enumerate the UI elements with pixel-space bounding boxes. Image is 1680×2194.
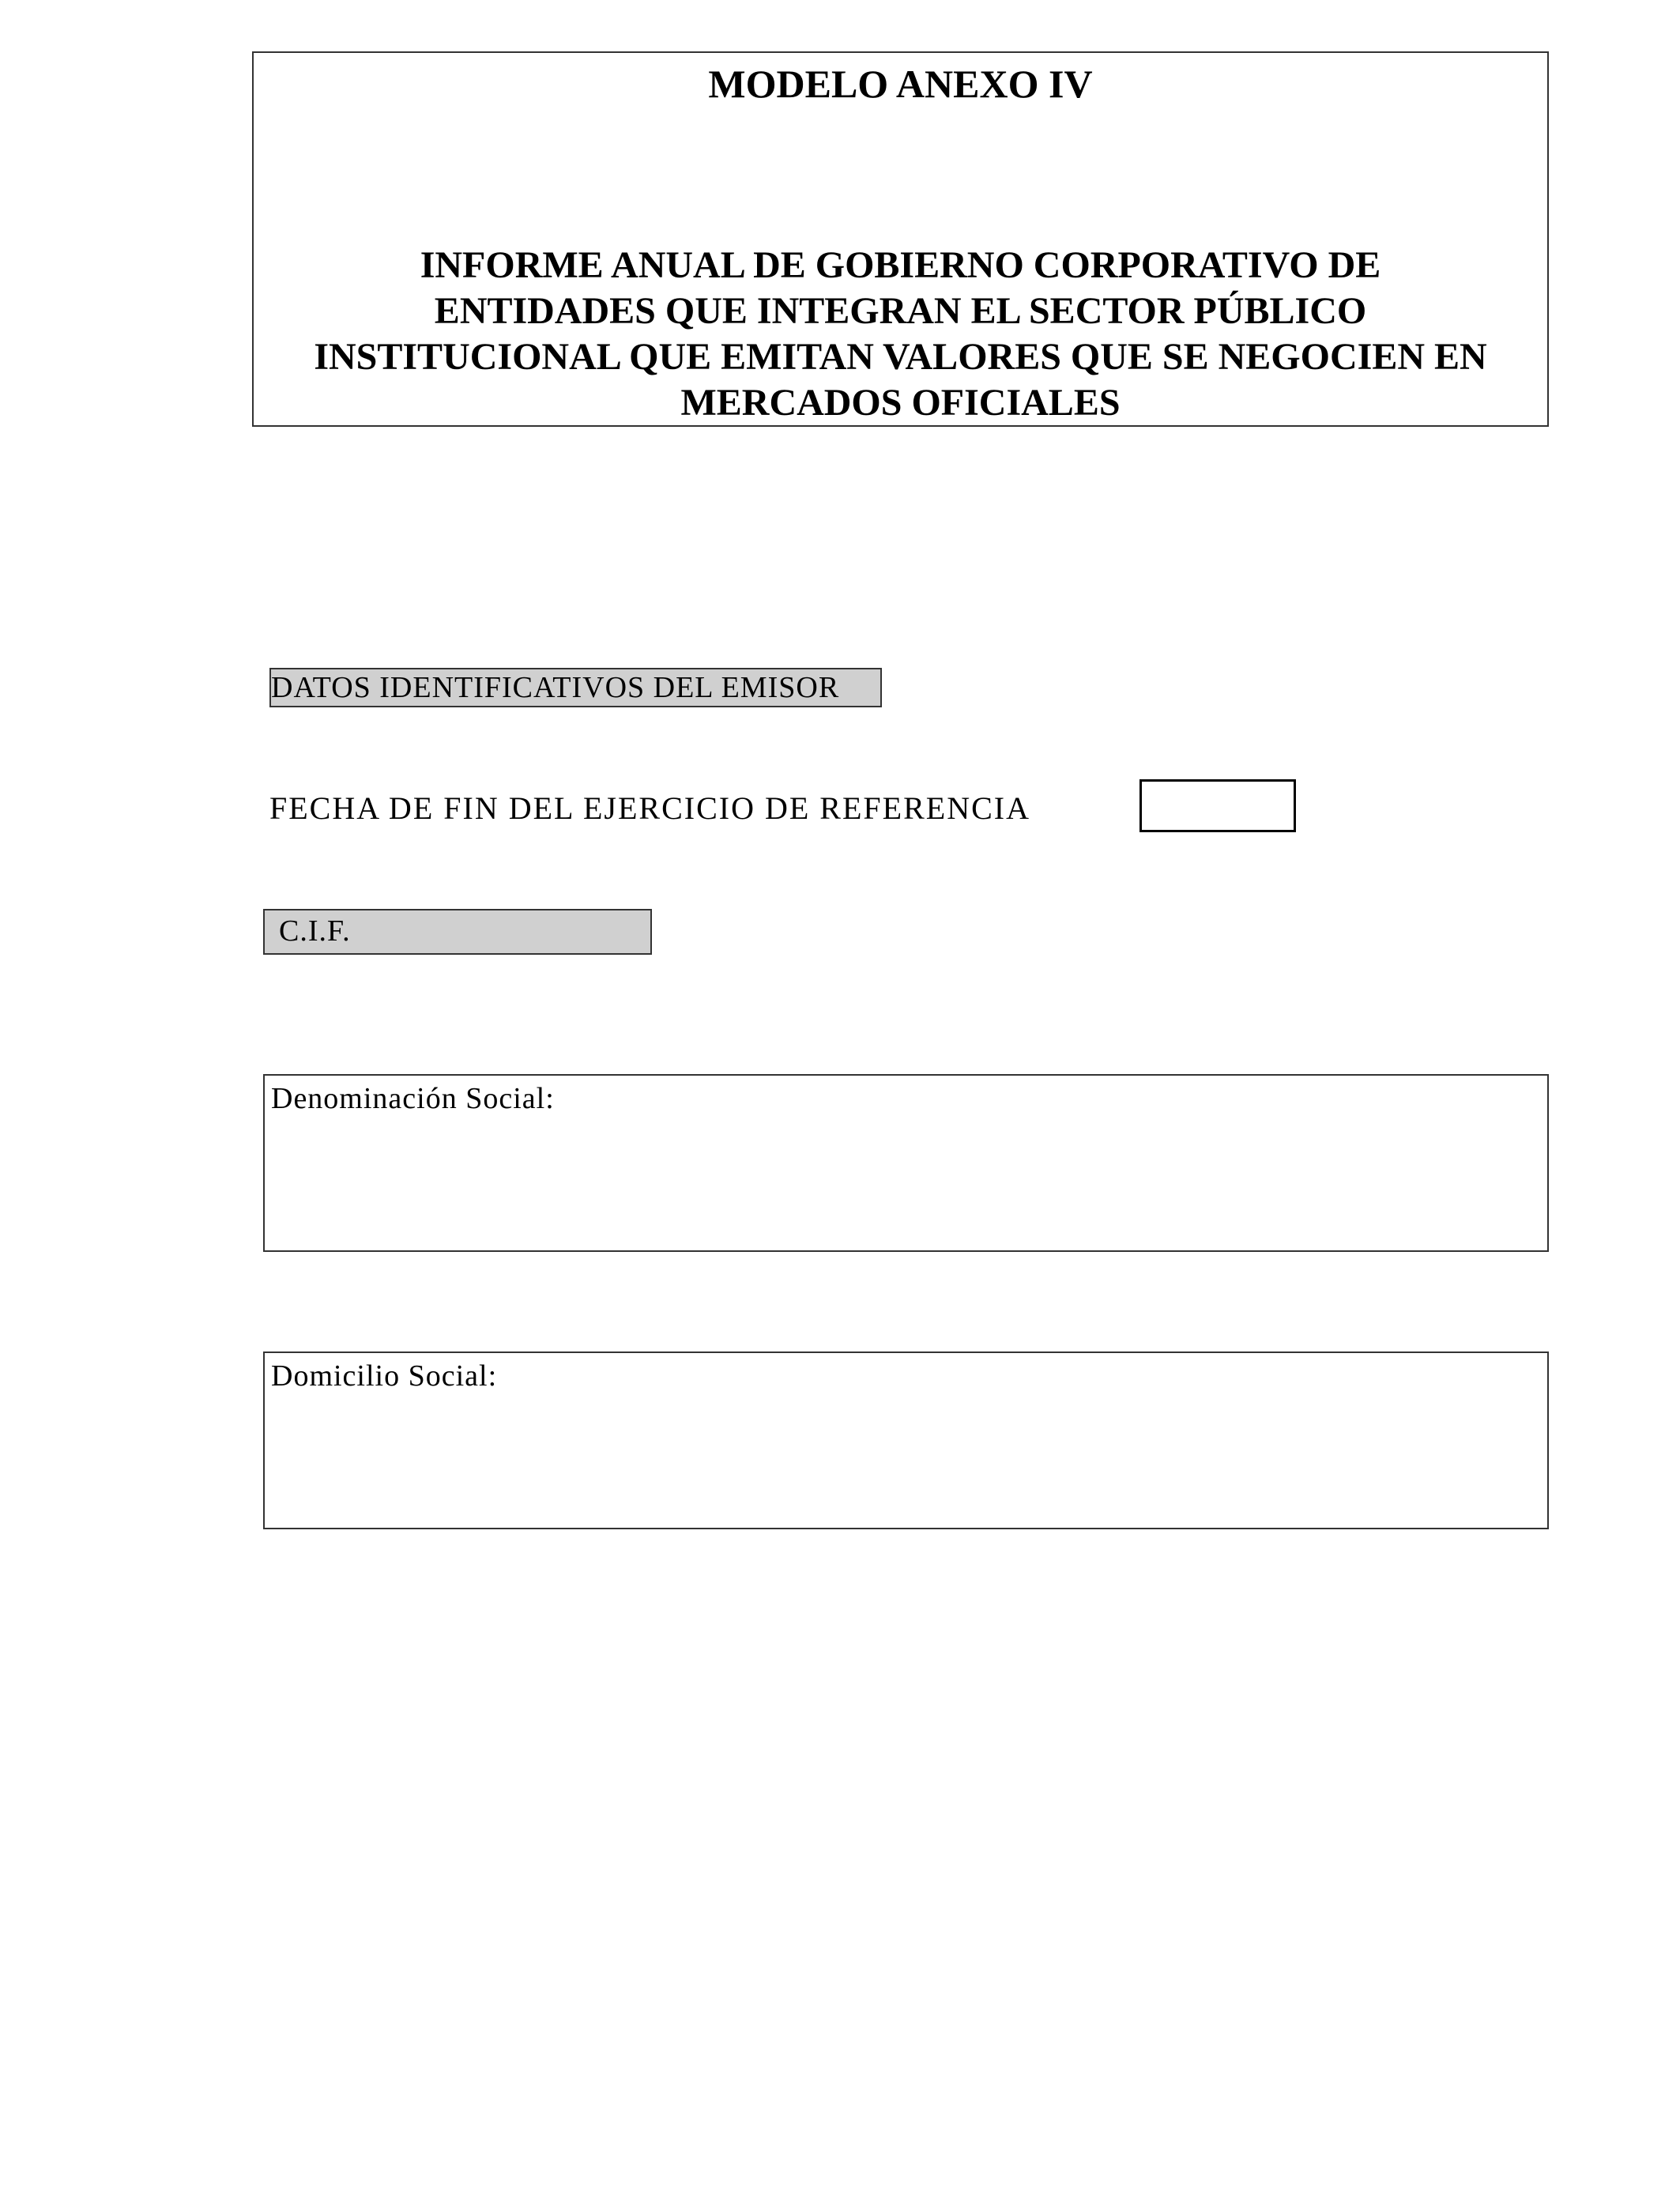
denominacion-social-label: Denominación Social: xyxy=(271,1082,555,1115)
fecha-fin-ejercicio-label: FECHA DE FIN DEL EJERCICIO DE REFERENCIA xyxy=(269,790,1030,826)
document-subtitle: INFORME ANUAL DE GOBIERNO CORPORATIVO DE ENTIDADES QUE INTEGRAN EL SECTOR PÚBLICO INSTITUCIONAL QUE EMITAN VALORES QUE SE NEGOCIEN EN MERCADOS OFICIALES xyxy=(314,244,1487,424)
section-header-emisor: DATOS IDENTIFICATIVOS DEL EMISOR xyxy=(269,668,882,707)
document-title: MODELO ANEXO IV xyxy=(708,62,1093,106)
cif-field[interactable] xyxy=(263,909,652,955)
domicilio-social-field[interactable] xyxy=(263,1351,1549,1529)
cif-label: C.I.F. xyxy=(279,914,351,948)
fecha-fin-ejercicio-input[interactable] xyxy=(1139,779,1296,832)
domicilio-social-label: Domicilio Social: xyxy=(271,1359,498,1393)
denominacion-social-field[interactable] xyxy=(263,1074,1549,1252)
title-box xyxy=(252,51,1549,427)
